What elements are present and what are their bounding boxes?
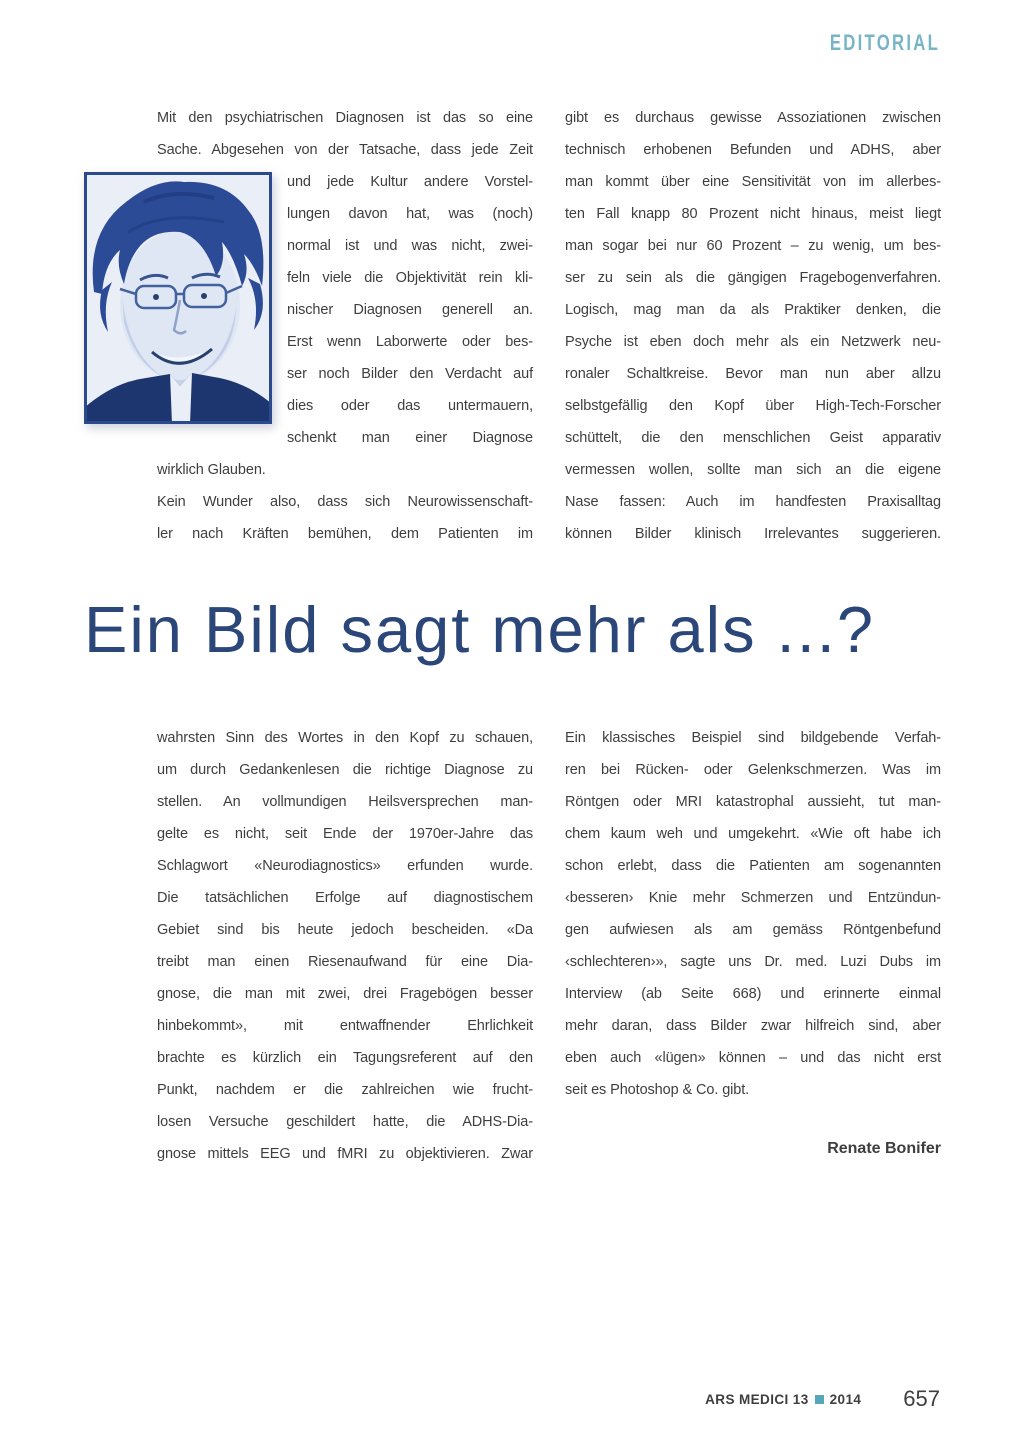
text-line: eben auch «lügen» können – und das nicht erst xyxy=(565,1050,941,1066)
footer-year: 2014 xyxy=(829,1391,862,1407)
text-line: nischer Diagnosen generell an. xyxy=(287,302,533,318)
text-line: gibt es durchaus gewisse Assoziationen zwischen xyxy=(565,110,941,126)
text-line: Mit den psychiatrischen Diagnosen ist das so eine xyxy=(157,110,533,126)
text-line: mehr daran, dass Bilder zwar hilfreich sind, aber xyxy=(565,1018,941,1034)
eye xyxy=(153,294,159,300)
text-line: feln viele die Objektivität rein kli- xyxy=(287,270,533,286)
text-line: gelte es nicht, seit Ende der 1970er-Jahre das xyxy=(157,826,533,842)
bottom-left-column xyxy=(157,722,533,1170)
text-line: Röntgen oder MRI katastrophal aussieht, tut man- xyxy=(565,794,941,810)
text-line: Punkt, nachdem er die zahlreichen wie frucht- xyxy=(157,1082,533,1098)
text-line: dies oder das untermauern, xyxy=(287,398,533,414)
page-footer xyxy=(705,1386,940,1412)
text-line: Schlagwort «Neurodiagnostics» erfunden wurde. xyxy=(157,858,533,874)
text-line: schenkt man einer Diagnose xyxy=(287,430,533,446)
journal-title: ARS MEDICI 13 xyxy=(705,1391,809,1407)
text-block-top-right xyxy=(565,102,941,550)
text-line: Ein klassisches Beispiel sind bildgebende Verfah- xyxy=(565,730,941,746)
bottom-right-column xyxy=(565,722,941,1158)
text-line: vermessen wollen, sollte man sich an die eigene xyxy=(565,462,941,478)
top-right-column xyxy=(565,102,941,550)
text-line: normal ist und was nicht, zwei- xyxy=(287,238,533,254)
text-line: treibt man einen Riesenaufwand für eine Dia- xyxy=(157,954,533,970)
footer-square-icon xyxy=(815,1395,824,1404)
author-name: Renate Bonifer xyxy=(827,1140,941,1157)
text-line: Gebiet sind bis heute jedoch bescheiden. «Da xyxy=(157,922,533,938)
text-line: man kommt über eine Sensitivität von im allerbes- xyxy=(565,174,941,190)
text-line: chem kaum weh und umgekehrt. «Wie oft habe ich xyxy=(565,826,941,842)
text-line: Psyche ist eben doch mehr als ein Netzwerk neu- xyxy=(565,334,941,350)
portrait-illustration xyxy=(84,172,272,424)
text-line: ronaler Schaltkreise. Bevor man nun aber allzu xyxy=(565,366,941,382)
headline: Ein Bild sagt mehr als ...? xyxy=(84,593,875,666)
page-number: 657 xyxy=(903,1386,940,1411)
text-line: und jede Kultur andere Vorstel- xyxy=(287,174,533,190)
text-line: Nase fassen: Auch im handfesten Praxisalltag xyxy=(565,494,941,510)
text-line: ler nach Kräften bemühen, dem Patienten im xyxy=(157,526,533,542)
text-line: Interview (ab Seite 668) und erinnerte einmal xyxy=(565,986,941,1002)
text-line: um durch Gedankenlesen die richtige Diagnose zu xyxy=(157,762,533,778)
text-line: ren bei Rücken- oder Gelenkschmerzen. Was im xyxy=(565,762,941,778)
text-line: schon erlebt, dass die Patienten am sogenannten xyxy=(565,858,941,874)
text-line: hinbekommt», mit entwaffnender Ehrlichkeit xyxy=(157,1018,533,1034)
text-line: wahrsten Sinn des Wortes in den Kopf zu schauen, xyxy=(157,730,533,746)
top-left-column xyxy=(157,102,533,550)
text-line: gnose, die man mit zwei, drei Fragebögen besser xyxy=(157,986,533,1002)
text-line: gnose mittels EEG und fMRI zu objektivieren. Zwar xyxy=(157,1146,533,1162)
text-line: selbstgefällig den Kopf über High-Tech-Forscher xyxy=(565,398,941,414)
text-line: schüttelt, die den menschlichen Geist apparativ xyxy=(565,430,941,446)
text-line: ten Fall knapp 80 Prozent nicht hinaus, meist liegt xyxy=(565,206,941,222)
text-line: Sache. Abgesehen von der Tatsache, dass jede Zeit xyxy=(157,142,533,158)
text-line: gen aufwiesen als am gemäss Röntgenbefund xyxy=(565,922,941,938)
text-line: ser noch Bilder den Verdacht auf xyxy=(287,366,533,382)
text-line: können Bilder klinisch Irrelevantes suggerieren. xyxy=(565,526,941,542)
portrait-photo xyxy=(84,172,272,424)
text-line: ‹besseren› Knie mehr Schmerzen und Entzündun- xyxy=(565,890,941,906)
section-label: EDITORIAL xyxy=(829,30,940,55)
text-line: ser zu sein als die gängigen Fragebogenverfahren. xyxy=(565,270,941,286)
text-block-bottom-left xyxy=(157,722,533,1170)
text-line: ‹schlechteren›», sagte uns Dr. med. Luzi Dubs im xyxy=(565,954,941,970)
text-line: wirklich Glauben. xyxy=(157,462,266,478)
text-line: lungen davon hat, was (noch) xyxy=(287,206,533,222)
eye xyxy=(201,293,207,299)
text-line: man sogar bei nur 60 Prozent – zu wenig, um bes- xyxy=(565,238,941,254)
text-block-bottom-right xyxy=(565,722,941,1106)
text-line: losen Versuche geschildert hatte, die ADHS-Dia- xyxy=(157,1114,533,1130)
text-line: Logisch, mag man da als Praktiker denken, die xyxy=(565,302,941,318)
text-line: brachte es kürzlich ein Tagungsreferent auf den xyxy=(157,1050,533,1066)
text-line: Die tatsächlichen Erfolge auf diagnostischem xyxy=(157,890,533,906)
text-line: Erst wenn Laborwerte oder bes- xyxy=(287,334,533,350)
text-line: stellen. An vollmundigen Heilsversprechen man- xyxy=(157,794,533,810)
text-line: technisch erhobenen Befunden und ADHS, aber xyxy=(565,142,941,158)
text-line: seit es Photoshop & Co. gibt. xyxy=(565,1082,750,1098)
text-line: Kein Wunder also, dass sich Neurowissenschaft- xyxy=(157,494,533,510)
